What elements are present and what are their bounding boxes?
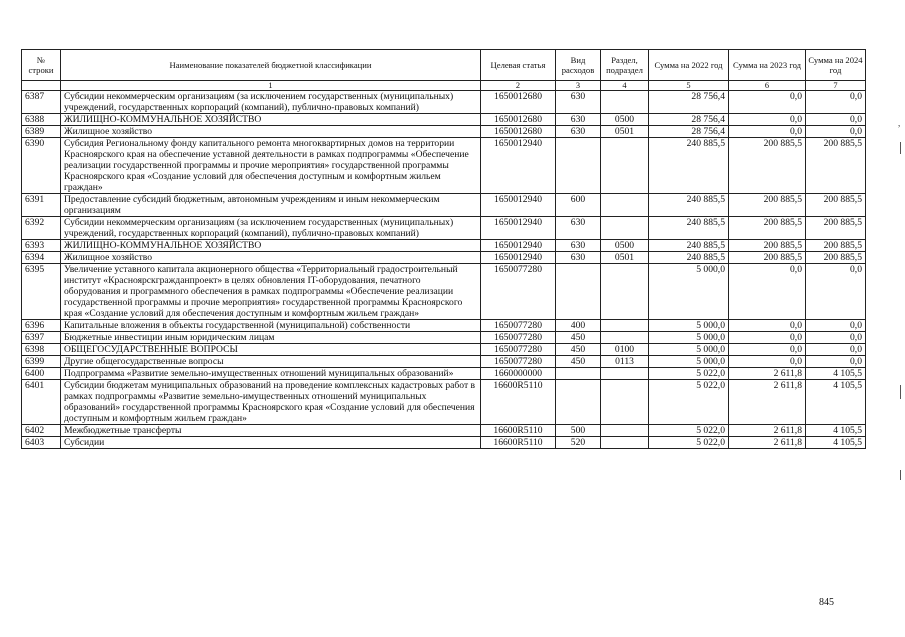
row-name-cell: Субсидии некоммерческим организациям (за исключением государственных (муниципальных) учреждений, государственных корпораций (компаний), публично-правовых компаний) (61, 91, 481, 114)
row-type-cell: 520 (556, 437, 601, 449)
row-sum-2023-cell: 200 885,5 (729, 252, 806, 264)
row-section-cell: 0500 (601, 240, 649, 252)
row-sum-2024-cell: 200 885,5 (806, 138, 866, 194)
row-sum-2023-cell: 200 885,5 (729, 194, 806, 217)
row-sum-2022-cell: 5 000,0 (649, 264, 729, 320)
row-sum-2024-cell: 4 105,5 (806, 380, 866, 425)
row-type-cell (556, 368, 601, 380)
row-sum-2023-cell: 200 885,5 (729, 240, 806, 252)
row-section-cell (601, 91, 649, 114)
header-section: Раздел, подраздел (601, 50, 649, 81)
header-code: Целевая статья (481, 50, 556, 81)
table-row (22, 264, 866, 320)
row-code-cell: 1650012940 (481, 217, 556, 240)
row-name-cell: Субсидия Региональному фонду капитального ремонта многоквартирных домов на территории Красноярского края на обеспечение уставной деятельности в рамках подпрограммы «Обеспечение реализации государственной программы и прочие мероприятия» государственной программы Красноярского края «Создание условий для обеспечения доступным и комфортным жильем граждан» (61, 138, 481, 194)
row-number-cell: 6390 (22, 138, 61, 194)
row-number-cell: 6392 (22, 217, 61, 240)
header-name: Наименование показателей бюджетной классификации (61, 50, 481, 81)
row-sum-2022-cell: 28 756,4 (649, 126, 729, 138)
margin-mark (900, 385, 901, 399)
row-number-cell: 6391 (22, 194, 61, 217)
row-sum-2023-cell: 0,0 (729, 344, 806, 356)
row-sum-2022-cell: 240 885,5 (649, 252, 729, 264)
header-row (22, 50, 866, 81)
row-sum-2022-cell: 240 885,5 (649, 217, 729, 240)
row-type-cell: 630 (556, 91, 601, 114)
row-code-cell: 1650077280 (481, 344, 556, 356)
row-sum-2022-cell: 28 756,4 (649, 114, 729, 126)
row-code-cell: 1650012940 (481, 194, 556, 217)
row-code-cell: 1650077280 (481, 320, 556, 332)
row-number-cell: 6387 (22, 91, 61, 114)
row-section-cell (601, 194, 649, 217)
row-type-cell: 630 (556, 126, 601, 138)
row-code-cell: 1650012940 (481, 252, 556, 264)
table-row (22, 91, 866, 114)
row-sum-2022-cell: 28 756,4 (649, 91, 729, 114)
row-sum-2023-cell: 0,0 (729, 356, 806, 368)
margin-mark: , (898, 118, 901, 128)
row-type-cell (556, 138, 601, 194)
row-code-cell: 1650012940 (481, 240, 556, 252)
row-name-cell: Межбюджетные трансферты (61, 425, 481, 437)
row-section-cell (601, 380, 649, 425)
row-number-cell: 6400 (22, 368, 61, 380)
row-number-cell: 6388 (22, 114, 61, 126)
row-name-cell: Капитальные вложения в объекты государственной (муниципальной) собственности (61, 320, 481, 332)
row-sum-2022-cell: 240 885,5 (649, 138, 729, 194)
row-sum-2023-cell: 200 885,5 (729, 217, 806, 240)
row-name-cell: ОБЩЕГОСУДАРСТВЕННЫЕ ВОПРОСЫ (61, 344, 481, 356)
row-name-cell: Бюджетные инвестиции иным юридическим лицам (61, 332, 481, 344)
header-sum-2022: Сумма на 2022 год (649, 50, 729, 81)
table-row (22, 217, 866, 240)
row-section-cell: 0501 (601, 126, 649, 138)
row-sum-2024-cell: 0,0 (806, 332, 866, 344)
row-number-cell: 6394 (22, 252, 61, 264)
row-sum-2024-cell: 4 105,5 (806, 368, 866, 380)
row-type-cell: 630 (556, 217, 601, 240)
row-code-cell: 1650012680 (481, 114, 556, 126)
page-number: 845 (819, 597, 834, 608)
row-type-cell: 400 (556, 320, 601, 332)
table-row (22, 437, 866, 449)
row-section-cell: 0113 (601, 356, 649, 368)
margin-mark (900, 142, 901, 154)
margin-mark (900, 470, 901, 480)
row-sum-2024-cell: 200 885,5 (806, 240, 866, 252)
row-sum-2022-cell: 5 000,0 (649, 356, 729, 368)
row-type-cell: 630 (556, 240, 601, 252)
row-name-cell: Подпрограмма «Развитие земельно-имущественных отношений муниципальных образований» (61, 368, 481, 380)
row-number-cell: 6395 (22, 264, 61, 320)
row-section-cell: 0100 (601, 344, 649, 356)
row-code-cell: 16600R5110 (481, 380, 556, 425)
row-type-cell: 450 (556, 332, 601, 344)
row-code-cell: 1650012680 (481, 126, 556, 138)
row-type-cell (556, 380, 601, 425)
row-section-cell (601, 425, 649, 437)
row-section-cell (601, 217, 649, 240)
row-sum-2023-cell: 2 611,8 (729, 380, 806, 425)
row-section-cell (601, 320, 649, 332)
row-number-cell: 6397 (22, 332, 61, 344)
row-sum-2023-cell: 2 611,8 (729, 425, 806, 437)
row-sum-2022-cell: 5 022,0 (649, 425, 729, 437)
row-sum-2022-cell: 5 000,0 (649, 320, 729, 332)
row-type-cell: 450 (556, 356, 601, 368)
row-sum-2024-cell: 4 105,5 (806, 425, 866, 437)
row-name-cell: Другие общегосударственные вопросы (61, 356, 481, 368)
row-section-cell: 0500 (601, 114, 649, 126)
row-sum-2024-cell: 0,0 (806, 344, 866, 356)
row-name-cell: Увеличение уставного капитала акционерного общества «Территориальный градостроительный институт «Красноярскгражданпроект» в целях обновления IT-оборудования, печатного оборудования и программного обеспечения в рамках подпрограммы «Обеспечение реализации государственной программы и прочие мероприятия» государственной программы Красноярского края «Создание условий для обеспечения доступным и комфортным жильем граждан» (61, 264, 481, 320)
table-row (22, 126, 866, 138)
row-sum-2023-cell: 2 611,8 (729, 437, 806, 449)
row-sum-2024-cell: 0,0 (806, 264, 866, 320)
row-sum-2024-cell: 0,0 (806, 356, 866, 368)
row-code-cell: 16600R5110 (481, 437, 556, 449)
table-row (22, 114, 866, 126)
table-row (22, 368, 866, 380)
row-sum-2023-cell: 0,0 (729, 332, 806, 344)
row-type-cell: 500 (556, 425, 601, 437)
table-body (22, 91, 866, 449)
budget-table-sheet (21, 49, 866, 449)
row-sum-2024-cell: 200 885,5 (806, 194, 866, 217)
row-sum-2024-cell: 0,0 (806, 126, 866, 138)
table-row (22, 380, 866, 425)
row-number-cell: 6398 (22, 344, 61, 356)
table-row (22, 425, 866, 437)
row-section-cell (601, 332, 649, 344)
row-number-cell: 6396 (22, 320, 61, 332)
row-sum-2023-cell: 200 885,5 (729, 138, 806, 194)
row-section-cell (601, 368, 649, 380)
table-row (22, 344, 866, 356)
row-number-cell: 6399 (22, 356, 61, 368)
row-sum-2024-cell: 0,0 (806, 114, 866, 126)
row-name-cell: Субсидии некоммерческим организациям (за исключением государственных (муниципальных) учреждений, государственных корпораций (компаний), публично-правовых компаний) (61, 217, 481, 240)
budget-table (21, 49, 866, 449)
table-row (22, 332, 866, 344)
column-number (22, 81, 61, 91)
row-sum-2023-cell: 0,0 (729, 320, 806, 332)
row-code-cell: 1650077280 (481, 264, 556, 320)
row-code-cell: 1650012940 (481, 138, 556, 194)
row-type-cell: 600 (556, 194, 601, 217)
row-sum-2023-cell: 0,0 (729, 91, 806, 114)
row-number-cell: 6402 (22, 425, 61, 437)
header-row-no: № строки (22, 50, 61, 81)
row-sum-2022-cell: 5 022,0 (649, 437, 729, 449)
table-row (22, 320, 866, 332)
row-sum-2024-cell: 0,0 (806, 320, 866, 332)
row-number-cell: 6393 (22, 240, 61, 252)
row-section-cell (601, 437, 649, 449)
header-type: Вид расходов (556, 50, 601, 81)
row-sum-2023-cell: 0,0 (729, 264, 806, 320)
column-number: 5 (649, 81, 729, 91)
row-sum-2023-cell: 2 611,8 (729, 368, 806, 380)
table-row (22, 194, 866, 217)
column-number: 6 (729, 81, 806, 91)
table-row (22, 240, 866, 252)
row-section-cell: 0501 (601, 252, 649, 264)
row-sum-2022-cell: 5 022,0 (649, 368, 729, 380)
row-sum-2022-cell: 5 000,0 (649, 332, 729, 344)
row-type-cell: 630 (556, 114, 601, 126)
row-code-cell: 1650077280 (481, 332, 556, 344)
row-code-cell: 16600R5110 (481, 425, 556, 437)
row-number-cell: 6401 (22, 380, 61, 425)
row-type-cell (556, 264, 601, 320)
row-code-cell: 1650077280 (481, 356, 556, 368)
row-section-cell (601, 138, 649, 194)
column-number: 3 (556, 81, 601, 91)
row-code-cell: 1650012680 (481, 91, 556, 114)
row-sum-2024-cell: 200 885,5 (806, 252, 866, 264)
row-number-cell: 6389 (22, 126, 61, 138)
row-number-cell: 6403 (22, 437, 61, 449)
column-number: 4 (601, 81, 649, 91)
row-type-cell: 450 (556, 344, 601, 356)
column-number: 1 (61, 81, 481, 91)
row-type-cell: 630 (556, 252, 601, 264)
row-sum-2024-cell: 200 885,5 (806, 217, 866, 240)
row-sum-2023-cell: 0,0 (729, 114, 806, 126)
row-name-cell: Жилищное хозяйство (61, 126, 481, 138)
row-sum-2024-cell: 0,0 (806, 91, 866, 114)
row-sum-2022-cell: 5 022,0 (649, 380, 729, 425)
row-code-cell: 1660000000 (481, 368, 556, 380)
row-sum-2022-cell: 240 885,5 (649, 194, 729, 217)
table-row (22, 138, 866, 194)
column-number: 2 (481, 81, 556, 91)
row-name-cell: Субсидии бюджетам муниципальных образований на проведение комплексных кадастровых работ в рамках подпрограммы «Развитие земельно-имущественных отношений муниципальных образований» государственной программы Красноярского края «Создание условий для обеспечения доступным и комфортным жильем граждан» (61, 380, 481, 425)
row-name-cell: Жилищное хозяйство (61, 252, 481, 264)
row-name-cell: Субсидии (61, 437, 481, 449)
row-sum-2022-cell: 240 885,5 (649, 240, 729, 252)
row-name-cell: Предоставление субсидий бюджетным, автономным учреждениям и иным некоммерческим организациям (61, 194, 481, 217)
table-row (22, 356, 866, 368)
row-sum-2024-cell: 4 105,5 (806, 437, 866, 449)
row-name-cell: ЖИЛИЩНО-КОММУНАЛЬНОЕ ХОЗЯЙСТВО (61, 114, 481, 126)
column-number: 7 (806, 81, 866, 91)
column-numbers-row (22, 81, 866, 91)
row-section-cell (601, 264, 649, 320)
row-name-cell: ЖИЛИЩНО-КОММУНАЛЬНОЕ ХОЗЯЙСТВО (61, 240, 481, 252)
table-row (22, 252, 866, 264)
header-sum-2023: Сумма на 2023 год (729, 50, 806, 81)
header-sum-2024: Сумма на 2024 год (806, 50, 866, 81)
row-sum-2022-cell: 5 000,0 (649, 344, 729, 356)
row-sum-2023-cell: 0,0 (729, 126, 806, 138)
